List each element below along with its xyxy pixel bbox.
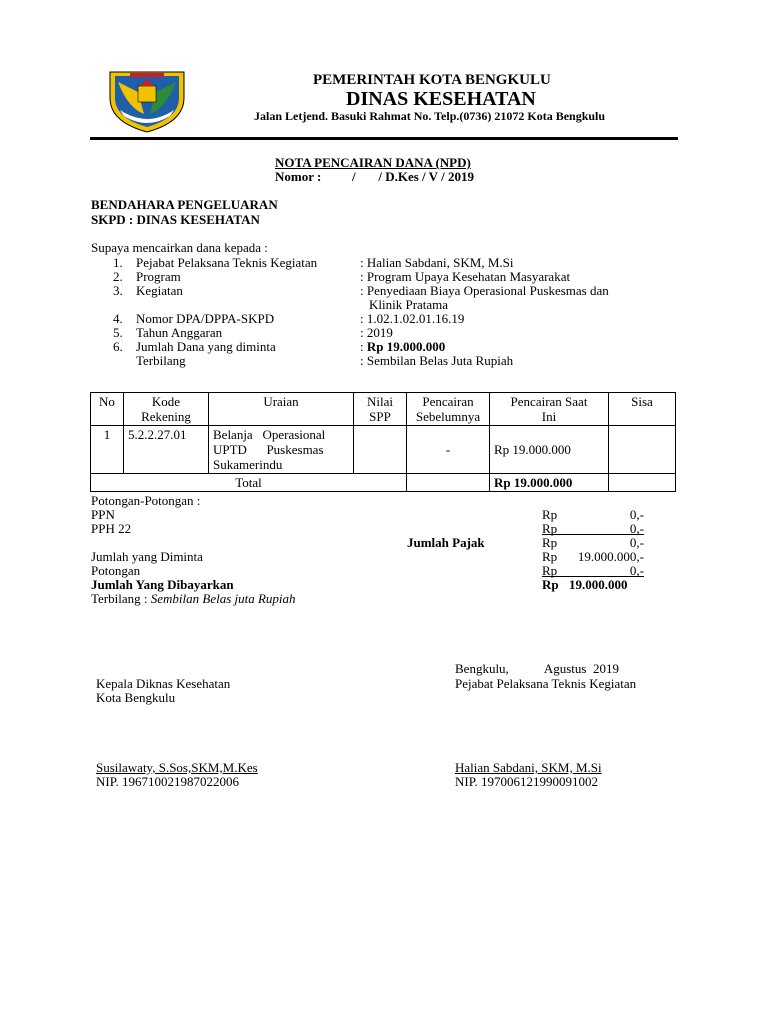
paid-total-label: Jumlah Yang Dibayarkan [91,577,234,592]
header-saat-ini: Pencairan Saat Ini [490,393,609,426]
total-label: Total [91,474,407,492]
left-signer-title: Kepala Diknas Kesehatan [96,676,231,691]
pph-currency: Rp [542,521,558,536]
item-num: 4. [113,311,123,326]
header-sebelumnya: Pencairan Sebelumnya [407,393,490,426]
document-title: NOTA PENCAIRAN DANA (NPD) [275,155,471,170]
item-value [360,339,445,354]
header-uraian: Uraian [209,393,354,426]
paid-total-currency: Rp [542,577,559,592]
deduction-line [542,563,644,577]
row-no: 1 [91,426,124,474]
government-name: PEMERINTAH KOTA BENGKULU [313,72,551,88]
right-signer-name: Halian Sabdani, SKM, M.Si [455,760,602,775]
row-spp [354,426,407,474]
document-number-label: Nomor : [275,169,322,184]
row-uraian [209,426,354,474]
document-number-value: / / D.Kes / V / 2019 [352,169,474,184]
item-num: 5. [113,325,123,340]
office-address: Jalan Letjend. Basuki Rahmat No. Telp.(0736) 21072 Kota Bengkulu [254,109,606,123]
item-num: 6. [113,339,123,354]
total-sisa [609,474,676,492]
tax-total-label: Jumlah Pajak [407,535,485,550]
item-value: : Sembilan Belas Juta Rupiah [360,353,514,368]
city-emblem-logo [104,64,190,134]
left-signer-title-2: Kota Bengkulu [96,690,176,705]
total-sebelumnya [407,474,490,492]
requested-amount: Rp 19.000.000 [366,339,446,354]
header-divider [90,137,678,140]
table-header-row [91,393,676,426]
uraian-line: Sukamerindu [213,457,283,472]
treasurer-heading: BENDAHARA PENGELUARAN [91,197,278,212]
item-label: Terbilang [136,353,186,368]
pph-line [542,521,644,535]
item-label: Tahun Anggaran [136,325,223,340]
deduction-currency: Rp [542,563,558,578]
amount-in-words-label: Terbilang : [91,591,151,606]
ppn-label: PPN [91,507,115,522]
row-sebelumnya: - [407,426,490,474]
pph-value: 0,- [629,521,644,536]
item-value: : Halian Sabdani, SKM, M.Si [360,255,514,270]
table-row [91,426,676,474]
item-value: : 1.02.1.02.01.16.19 [360,311,465,326]
header-spp: Nilai SPP [354,393,407,426]
pph-label: PPH 22 [91,521,132,536]
item-value: : Penyediaan Biaya Operasional Puskesmas dan [360,283,609,298]
item-num: 2. [113,269,123,284]
item-label: Jumlah Dana yang diminta [136,339,276,354]
item-value: : 2019 [360,325,393,340]
right-signer-nip: NIP. 197006121990091002 [455,774,599,789]
requested-currency: Rp [542,549,558,564]
tax-total-currency: Rp [542,535,558,550]
amount-in-words [91,591,296,606]
item-label: Nomor DPA/DPPA-SKPD [136,311,275,326]
right-signer-title: Pejabat Pelaksana Teknis Kegiatan [455,676,637,691]
total-value: Rp 19.000.000 [490,474,609,492]
table-total-row [91,474,676,492]
uraian-line: Belanja Operasional [213,427,326,442]
header-kode: Kode Rekening [124,393,209,426]
row-kode: 5.2.2.27.01 [124,426,209,474]
tax-total-value: 0,- [629,535,644,550]
intro-text: Supaya mencairkan dana kepada : [91,240,268,255]
paid-total-value: 19.000.000 [569,577,628,592]
item-label: Kegiatan [136,283,183,298]
header-sisa: Sisa [609,393,676,426]
item-label: Program [136,269,181,284]
row-sisa [609,426,676,474]
ppn-currency: Rp [542,507,558,522]
left-signer-name: Susilawaty, S.Sos,SKM,M.Kes [96,760,258,775]
requested-value: 19.000.000,- [577,549,644,564]
deduction-label: Potongan [91,563,141,578]
disbursement-table [90,392,676,492]
deduction-value: 0,- [629,563,644,578]
item-num: 1. [113,255,123,270]
deductions-heading: Potongan-Potongan : [91,493,201,508]
header-no: No [91,393,124,426]
amount-in-words-value: Sembilan Belas juta Rupiah [150,591,296,606]
item-value: : Program Upaya Kesehatan Masyarakat [360,269,571,284]
uraian-line: UPTD Puskesmas [213,442,324,457]
item-num: 3. [113,283,123,298]
ppn-value: 0,- [629,507,644,522]
office-name: DINAS KESEHATAN [346,88,536,110]
item-value-prefix: : [360,339,367,354]
left-signer-nip: NIP. 196710021987022006 [96,774,240,789]
item-value-continued: Klinik Pratama [369,297,449,312]
requested-label: Jumlah yang Diminta [91,549,203,564]
item-label: Pejabat Pelaksana Teknis Kegiatan [136,255,318,270]
place-date: Bengkulu, Agustus 2019 [455,661,619,676]
row-saat-ini: Rp 19.000.000 [490,426,609,474]
skpd-heading: SKPD : DINAS KESEHATAN [91,212,260,227]
